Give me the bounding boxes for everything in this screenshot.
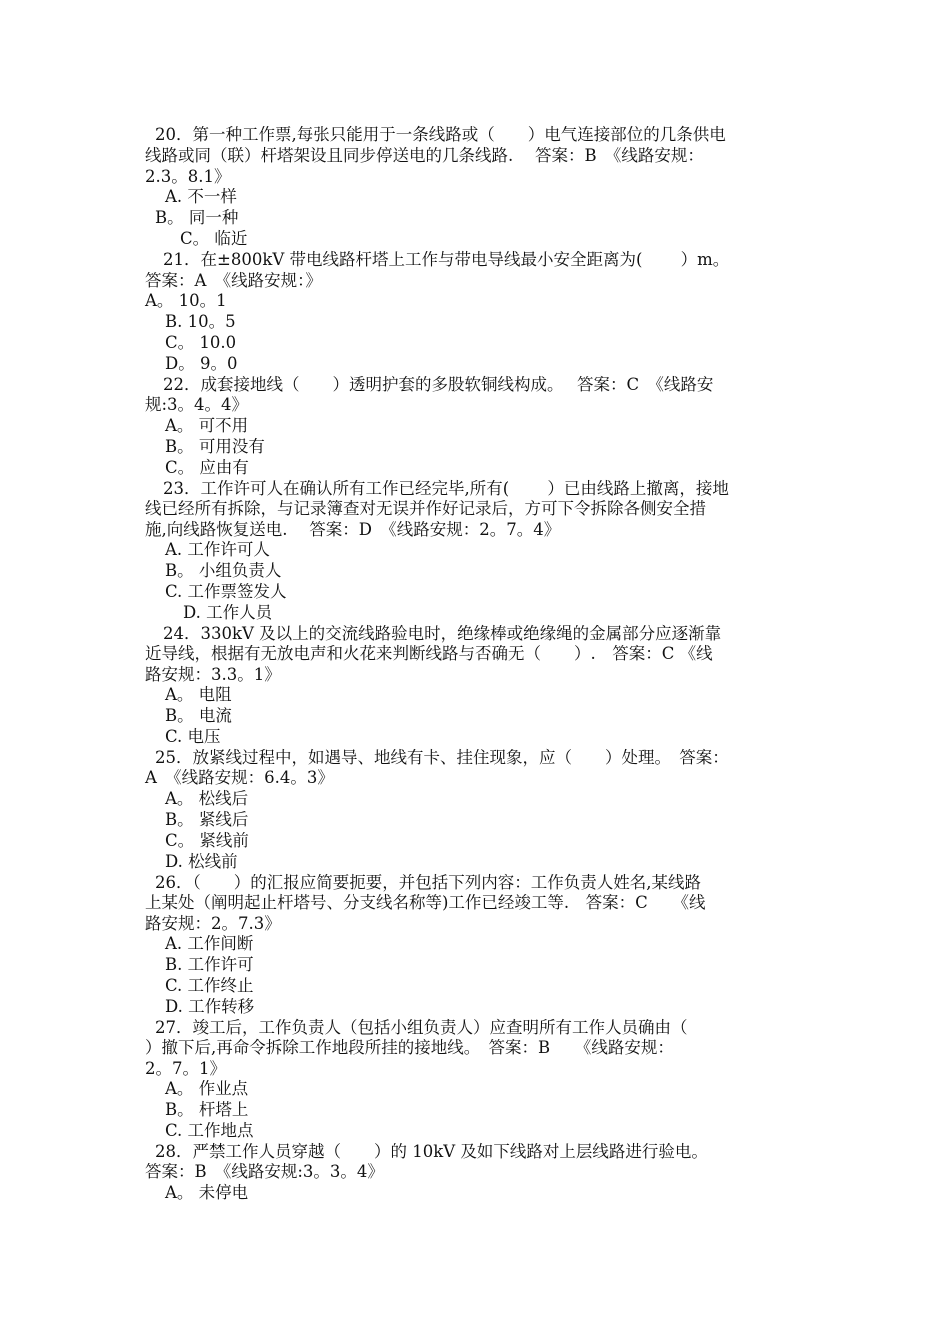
question-25-line-1: 25．放紧线过程中，如遇导、地线有卡、挂住现象，应（ ）处理。 答案： [155, 748, 729, 767]
option-23-d: D. 工作人员 [183, 603, 273, 622]
question-26-line-3: 路安规：2。7.3》 [145, 914, 281, 933]
option-26-d: D. 工作转移 [165, 997, 255, 1016]
option-22-c: C。 应由有 [165, 458, 249, 477]
option-27-a: A。 作业点 [165, 1079, 249, 1098]
option-21-b: B. 10。5 [165, 312, 236, 331]
question-20-line-2: 线路或同（联）杆塔架设且同步停送电的几条线路. 答案：B 《线路安规： [145, 146, 704, 165]
question-23-line-3: 施,向线路恢复送电. 答案：D 《线路安规：2。7。4》 [145, 520, 561, 539]
option-21-a: A。 10。1 [145, 291, 227, 310]
option-25-a: A。 松线后 [165, 789, 249, 808]
question-24-line-1: 24．330kV 及以上的交流线路验电时，绝缘棒或绝缘绳的金属部分应逐渐靠 [163, 624, 722, 643]
option-28-a: A。 未停电 [165, 1183, 249, 1202]
question-22-line-1: 22．成套接地线（ ）透明护套的多股软铜线构成。 答案：C 《线路安 [163, 375, 714, 394]
question-22-line-2: 规:3。4。4》 [145, 395, 249, 414]
option-22-a: A。 可不用 [165, 416, 249, 435]
option-21-c: C。 10.0 [165, 333, 237, 352]
question-27-line-3: 2。7。1》 [145, 1059, 226, 1078]
question-27-line-2: ）撤下后,再命令拆除工作地段所挂的接地线。 答案：B 《线路安规： [145, 1038, 674, 1057]
question-23-line-2: 线已经所有拆除，与记录簿查对无误并作好记录后，方可下令拆除各侧安全措 [145, 499, 706, 518]
option-23-a: A. 工作许可人 [165, 540, 270, 559]
option-27-c: C. 工作地点 [165, 1121, 254, 1140]
option-27-b: B。 杆塔上 [165, 1100, 249, 1119]
question-24-line-2: 近导线，根据有无放电声和火花来判断线路与否确无（ ）. 答案：C 《线 [145, 644, 713, 663]
question-25-line-2: A 《线路安规：6.4。3》 [145, 768, 334, 787]
option-20-a: A. 不一样 [165, 187, 237, 206]
question-23-line-1: 23．工作许可人在确认所有工作已经完毕,所有( ）已由线路上撤离，接地 [163, 479, 729, 498]
option-26-c: C. 工作终止 [165, 976, 254, 995]
question-24-line-3: 路安规：3.3。1》 [145, 665, 281, 684]
option-25-d: D. 松线前 [165, 852, 238, 871]
question-26-line-1: 26．（ ）的汇报应简要扼要，并包括下列内容：工作负责人姓名,某线路 [155, 873, 701, 892]
question-21-line-2: 答案：A 《线路安规：》 [145, 271, 322, 290]
option-24-b: B。 电流 [165, 706, 232, 725]
option-21-d: D。 9。0 [165, 354, 238, 373]
question-21-line-1: 21．在±800kV 带电线路杆塔上工作与带电导线最小安全距离为( ）m。 [163, 250, 730, 269]
question-27-line-1: 27．竣工后，工作负责人（包括小组负责人）应查明所有工作人员确由（ [155, 1018, 688, 1037]
option-26-b: B. 工作许可 [165, 955, 254, 974]
question-20-line-3: 2.3。8.1》 [145, 167, 231, 186]
option-25-c: C。 紧线前 [165, 831, 249, 850]
question-28-line-2: 答案：B 《线路安规:3。3。4》 [145, 1162, 384, 1181]
option-26-a: A. 工作间断 [165, 934, 254, 953]
option-24-c: C. 电压 [165, 727, 221, 746]
option-23-b: B。 小组负责人 [165, 561, 282, 580]
option-22-b: B。 可用没有 [165, 437, 265, 456]
question-28-line-1: 28．严禁工作人员穿越（ ）的 10kV 及如下线路对上层线路进行验电。 [155, 1142, 708, 1161]
question-26-line-2: 上某处（阐明起止杆塔号、分支线名称等)工作已经竣工等. 答案：C 《线 [145, 893, 706, 912]
question-20-line-1: 20．第一种工作票,每张只能用于一条线路或（ ）电气连接部位的几条供电 [155, 125, 726, 144]
option-20-c: C。 临近 [180, 229, 248, 248]
option-24-a: A。 电阻 [165, 685, 232, 704]
option-20-b: B。 同一种 [155, 208, 239, 227]
option-23-c: C. 工作票签发人 [165, 582, 287, 601]
option-25-b: B。 紧线后 [165, 810, 249, 829]
